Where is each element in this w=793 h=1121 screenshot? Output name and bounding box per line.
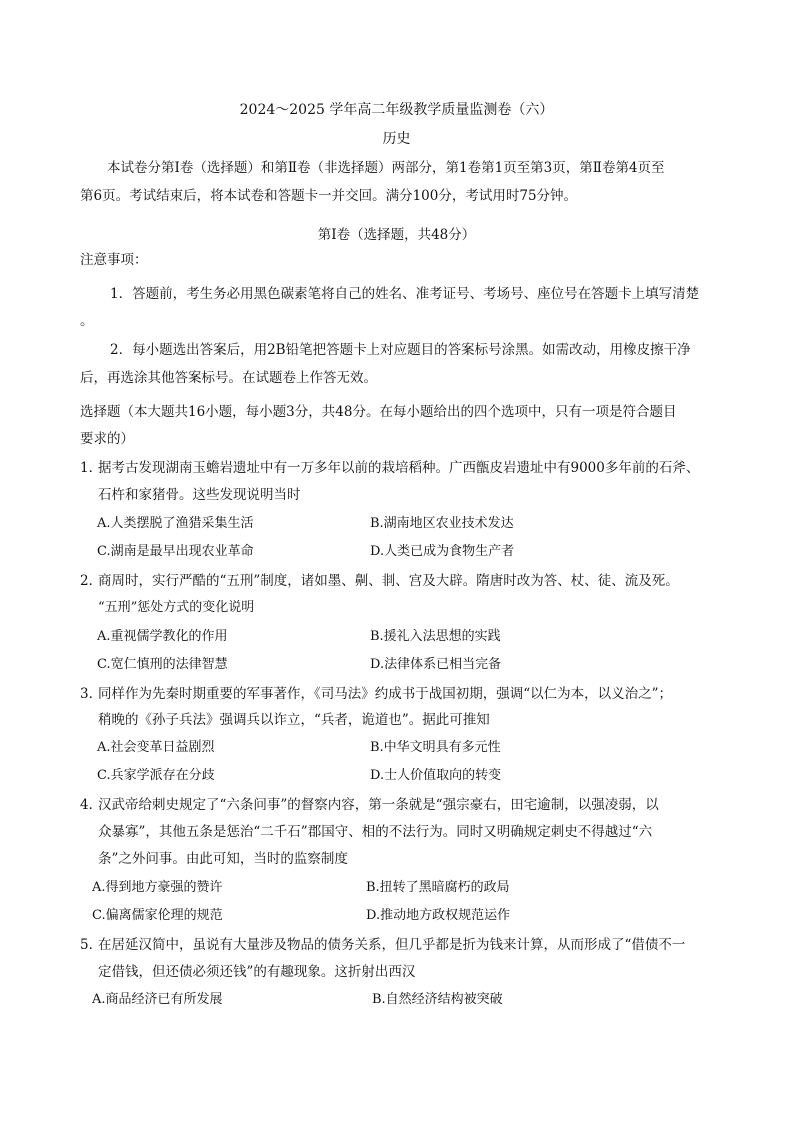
- section-title: 第Ⅰ卷（选择题，共48分）: [317, 227, 476, 243]
- option-c[interactable]: C.偏离儒家伦理的规范: [92, 908, 223, 923]
- option-b[interactable]: B.湖南地区农业技术发达: [370, 516, 514, 531]
- notice-label: 注意事项：: [80, 252, 148, 268]
- option-a[interactable]: A.商品经济已有所发展: [92, 992, 223, 1007]
- question-text-line: 条”之外问事。由此可知，当时的监察制度: [98, 851, 348, 867]
- question-text-line: 石杵和家猪骨。这些发现说明当时: [98, 487, 301, 503]
- option-c[interactable]: C.湖南是最早出现农业革命: [97, 544, 254, 559]
- option-b[interactable]: B.自然经济结构被突破: [372, 992, 503, 1007]
- option-d[interactable]: D.法律体系已相当完备: [370, 657, 502, 672]
- instructions-line-2: 要求的）: [80, 431, 134, 447]
- option-d[interactable]: D.推动地方政权规范运作: [366, 908, 511, 923]
- option-b[interactable]: B.中华文明具有多元性: [370, 740, 501, 755]
- subject-title: 历史: [382, 131, 411, 147]
- question-text-line: 汉武帝给刺史规定了“六条问事”的督察内容，第一条就是“强宗豪右，田宅逾制，以强凌弱，以: [98, 797, 659, 813]
- option-a[interactable]: A.得到地方豪强的赞许: [92, 880, 223, 895]
- question-text-line: “五刑”惩处方式的变化说明: [98, 600, 255, 615]
- question-text-line: 据考古发现湖南玉蟾岩遗址中有一万多年以前的栽培稻种。广西甑皮岩遗址中有9000多年前的石斧、: [98, 460, 700, 476]
- question-text-line: 商周时，实行严酷的“五刑”制度，诸如墨、劓、剕、宫及大辟。隋唐时改为答、杖、徒、流及死。: [98, 573, 679, 589]
- option-a[interactable]: A.社会变革日益剧烈: [97, 740, 215, 755]
- question-text-line: 众暴寡”，其他五条是惩治“二千石”郡国守、相的不法行为。同时又明确规定刺史不得越过“六: [98, 824, 653, 840]
- option-b[interactable]: B.援礼入法思想的实践: [370, 629, 501, 644]
- question-number: 5．: [80, 937, 103, 953]
- exam-title: 2024～2025 学年高二年级教学质量监测卷（六）: [239, 102, 554, 118]
- question-number: 4．: [80, 797, 103, 813]
- question-text-line: 定借钱，但还债必须还钱”的有趣现象。这折射出西汉: [98, 964, 416, 980]
- question-number: 1．: [80, 460, 103, 476]
- question-number: 3．: [80, 686, 103, 702]
- option-a[interactable]: A.重视儒学教化的作用: [97, 629, 228, 644]
- question-text-line: 在居延汉简中，虽说有大量涉及物品的债务关系，但几乎都是折为钱来计算，从而形成了“借债不一: [98, 937, 686, 953]
- note-1-line-2: 。: [80, 313, 94, 329]
- question-text-line: 稍晚的《孙子兵法》强调兵以诈立，“兵者，诡道也”。据此可推知: [98, 712, 490, 728]
- option-c[interactable]: C.宽仁慎刑的法律智慧: [97, 657, 228, 672]
- question-text-line: 同样作为先秦时期重要的军事著作，《司马法》约成书于战国初期，强调“以仁为本，以义治之”；: [98, 686, 673, 702]
- option-a[interactable]: A.人类摆脱了渔猎采集生活: [97, 516, 254, 531]
- note-2-line-2: 后，再选涂其他答案标号。在试题卷上作答无效。: [80, 370, 377, 386]
- note-1-line-1: 1．答题前，考生务必用黑色碳素笔将自己的姓名、准考证号、考场号、座位号在答题卡上填写清楚: [110, 286, 700, 302]
- option-d[interactable]: D.士人价值取向的转变: [370, 768, 502, 783]
- intro-line-1: 本试卷分第Ⅰ卷（选择题）和第Ⅱ卷（非选择题）两部分，第1卷第1页至第3页，第Ⅱ卷第4页至: [107, 160, 665, 176]
- option-d[interactable]: D.人类已成为食物生产者: [370, 544, 515, 559]
- intro-line-2: 第6页。考试结束后，将本试卷和答题卡一并交回。满分100分，考试用时75分钟。: [80, 188, 578, 204]
- question-number: 2．: [80, 573, 103, 589]
- option-b[interactable]: B.扭转了黑暗腐朽的政局: [366, 880, 510, 895]
- option-c[interactable]: C.兵家学派存在分歧: [97, 768, 215, 783]
- note-2-line-1: 2．每小题选出答案后，用2B铅笔把答题卡上对应题目的答案标号涂黑。如需改动，用橡皮擦干净: [110, 342, 691, 358]
- instructions-line-1: 选择题（本大题共16小题，每小题3分，共48分。在每小题给出的四个选项中，只有一项是符合题目: [80, 404, 677, 420]
